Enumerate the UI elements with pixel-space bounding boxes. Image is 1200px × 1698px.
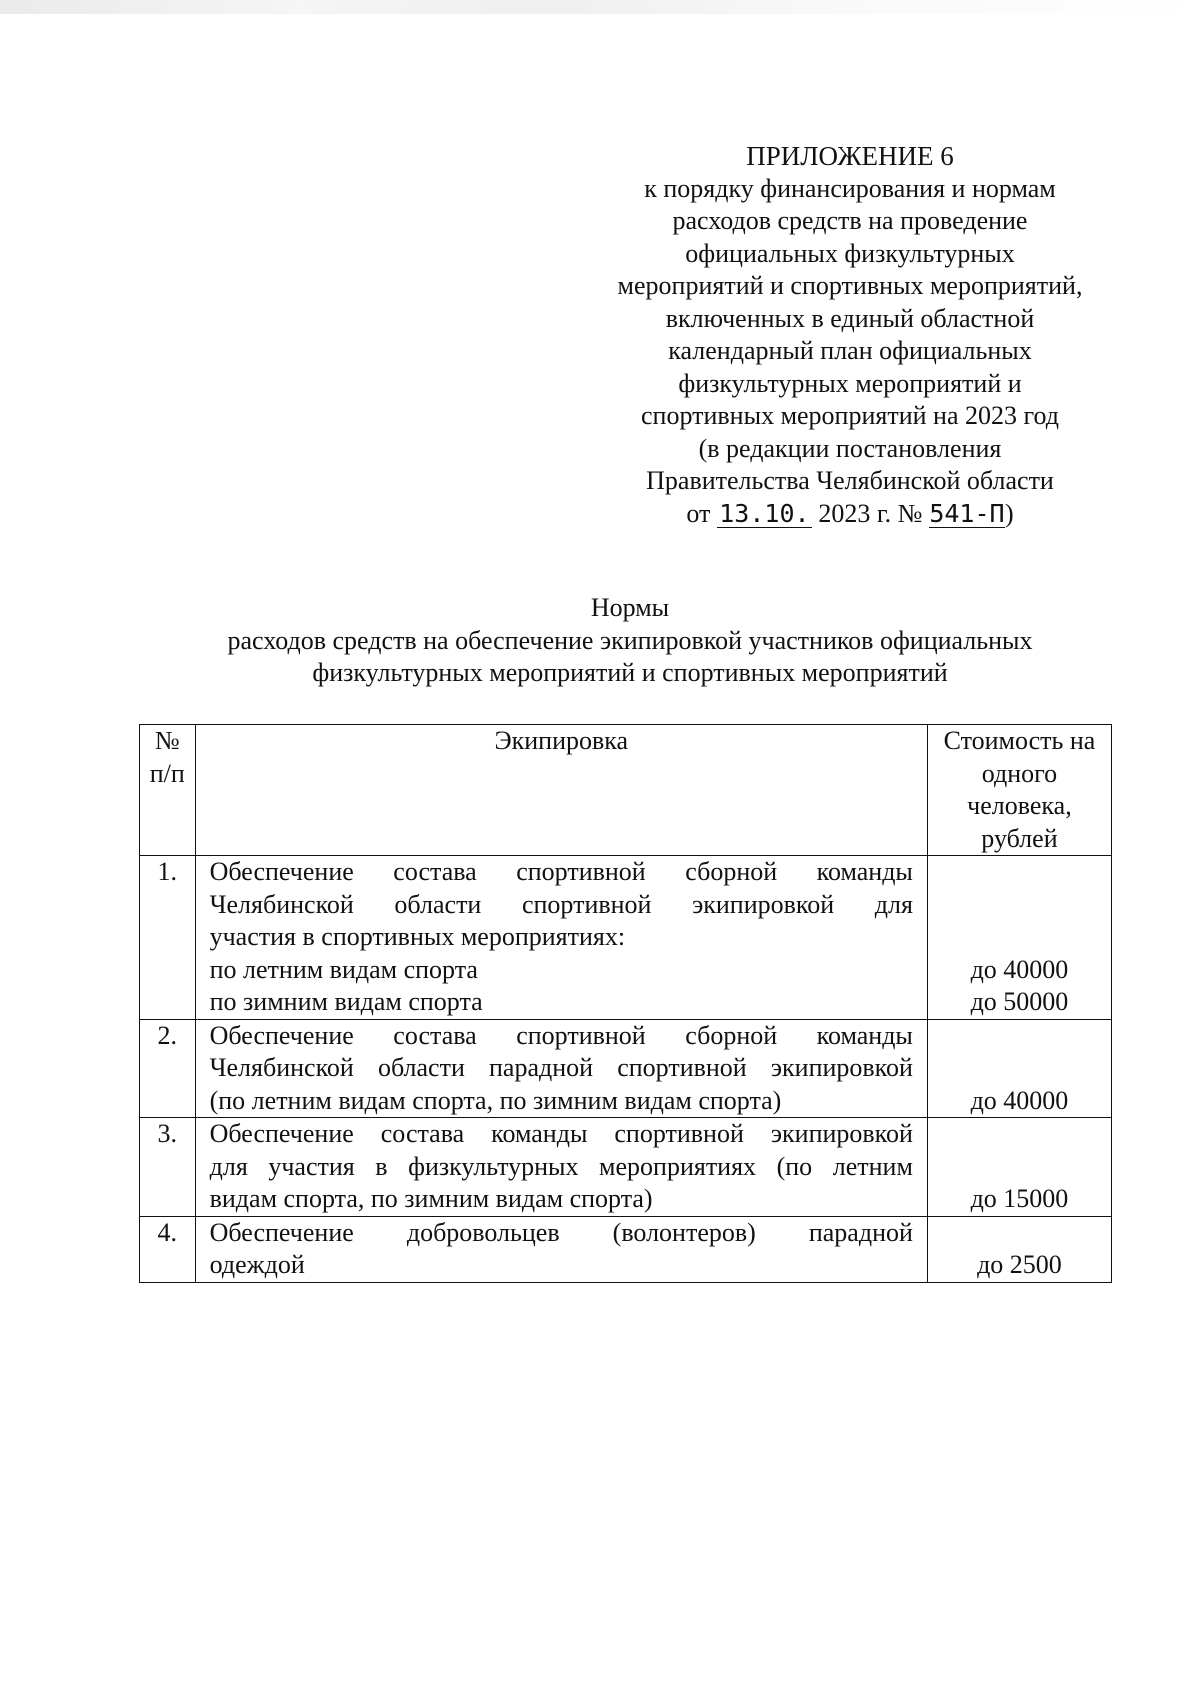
row-text-line: участия в спортивных мероприятиях: xyxy=(209,922,626,951)
appendix-line: календарный план официальных xyxy=(668,336,1032,365)
appendix-block xyxy=(590,140,1110,530)
date-prefix: от xyxy=(686,498,711,528)
table-row xyxy=(140,1019,1112,1118)
row-text-line: Челябинской области парадной спортивной экипировкой xyxy=(209,1053,913,1082)
row-num: 1. xyxy=(140,856,196,1020)
appendix-line: официальных физкультурных xyxy=(685,238,1015,268)
row-equipment xyxy=(195,1216,927,1282)
norms-table xyxy=(139,724,1112,1283)
header-cost-line: человека, xyxy=(967,791,1072,820)
row-subitem-cost: до 50000 xyxy=(970,987,1069,1016)
appendix-line: спортивных мероприятий на 2023 год xyxy=(641,401,1059,430)
header-num xyxy=(140,725,196,856)
table-row xyxy=(140,1118,1112,1217)
row-text-line: (по летним видам спорта, по зимним видам спорта) xyxy=(209,1085,782,1115)
appendix-line: (в редакции постановления xyxy=(698,433,1002,463)
row-text-line: видам спорта, по зимним видам спорта) xyxy=(209,1184,653,1213)
table-row xyxy=(140,1216,1112,1282)
row-equipment xyxy=(195,856,927,1020)
date-year: 2023 г. № xyxy=(818,498,923,528)
row-cost: до 2500 xyxy=(927,1216,1111,1282)
table-header-row xyxy=(140,725,1112,856)
row-text-line: одеждой xyxy=(209,1250,305,1279)
header-num-line: № xyxy=(154,726,180,755)
filled-resolution-number: 541-П xyxy=(929,498,1005,528)
row-subitem-cost: до 40000 xyxy=(970,954,1069,984)
row-equipment xyxy=(195,1118,927,1217)
heading-line-2: физкультурных мероприятий и спортивных мероприятий xyxy=(312,658,948,687)
filled-date: 13.10. xyxy=(717,501,812,528)
row-num: 2. xyxy=(140,1019,196,1118)
appendix-line: включенных в единый областной xyxy=(665,303,1035,333)
appendix-line: к порядку финансирования и нормам xyxy=(644,173,1056,203)
appendix-title: ПРИЛОЖЕНИЕ 6 xyxy=(746,141,954,171)
header-equipment: Экипировка xyxy=(195,725,927,856)
row-subitem-label: по зимним видам спорта xyxy=(209,987,483,1016)
header-cost-line: Стоимость на xyxy=(943,726,1096,755)
heading-title: Нормы xyxy=(590,593,670,622)
appendix-line: Правительства Челябинской области xyxy=(646,466,1054,495)
row-subitem-label: по летним видам спорта xyxy=(209,954,478,984)
row-num: 4. xyxy=(140,1216,196,1282)
row-cost: до 40000 xyxy=(927,1019,1111,1118)
header-cost-line: рублей xyxy=(981,823,1058,853)
row-text-line: Обеспечение состава спортивной сборной команды xyxy=(209,857,913,886)
appendix-line: мероприятий и спортивных мероприятий, xyxy=(617,271,1083,300)
header-num-line: п/п xyxy=(149,758,185,788)
closing-paren: ) xyxy=(1004,498,1014,528)
row-equipment xyxy=(195,1019,927,1118)
appendix-line: физкультурных мероприятий и xyxy=(678,368,1022,398)
row-text-line: Обеспечение состава спортивной сборной команды xyxy=(209,1020,913,1050)
appendix-line: расходов средств на проведение xyxy=(672,206,1028,235)
resolution-date-line xyxy=(590,498,1110,531)
table-row xyxy=(140,856,1112,1020)
scan-edge-artifact xyxy=(0,0,1200,14)
header-cost-line: одного xyxy=(981,758,1058,788)
document-heading xyxy=(130,592,1130,690)
row-text-line: Обеспечение добровольцев (волонтеров) парадной xyxy=(209,1217,913,1247)
row-num: 3. xyxy=(140,1118,196,1217)
row-text-line: для участия в физкультурных мероприятиях (по летним xyxy=(209,1151,913,1181)
row-cost xyxy=(927,856,1111,1020)
heading-line-1: расходов средств на обеспечение экипировкой участников официальных xyxy=(227,625,1033,655)
row-cost: до 15000 xyxy=(927,1118,1111,1217)
row-text-line: Челябинской области спортивной экипировкой для xyxy=(209,889,913,919)
row-text-line: Обеспечение состава команды спортивной экипировкой xyxy=(209,1119,913,1148)
header-cost xyxy=(927,725,1111,856)
